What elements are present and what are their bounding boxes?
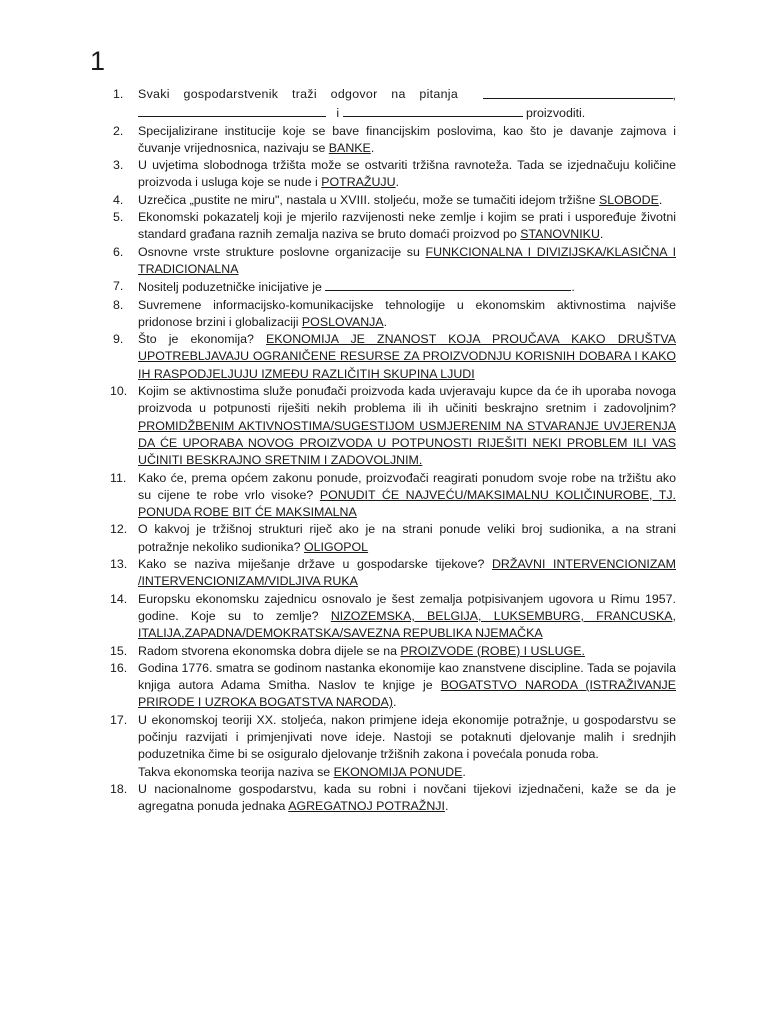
question-text: Nositelj poduzetničke inicijative je (138, 280, 326, 295)
answer: OLIGOPOL (304, 539, 369, 554)
question-15: 15. Radom stvorena ekonomska dobra dijele se na PROIZVODE (ROBE) I USLUGE. (110, 643, 585, 658)
answer: SLOBODE (598, 192, 659, 207)
question-1: 1. Svaki gospodarstvenik traži odgovor na pitanja , i proizvoditi. (113, 87, 676, 121)
answer: EKONOMIJA JE ZNANOST KOJA PROUČAVA KAKO DRUŠTVA UPOTREBLJAVAJU OGRANIČENE RESURSE ZA PROIZVODNJU KORISNIH DOBARA I KAKO IH RASPODJELJUJU IZMEĐU RAZLIČITIH SKUPINA LJUDI (138, 332, 676, 381)
answer: EKONOMIJA PONUDE (333, 764, 463, 779)
question-9: 9. Što je ekonomija? EKONOMIJA JE ZNANOST KOJA PROUČAVA KAKO DRUŠTVA UPOTREBLJAVAJU OGRANIČENE RESURSE ZA PROIZVODNJU KORISNIH DOBARA I KAKO IH RASPODJELJUJU IZMEĐU RAZLIČITIH SKUPINA LJUDI (113, 332, 676, 381)
answer: POSLOVANJA (301, 314, 384, 329)
question-5: 5. Ekonomski pokazatelj koji je mjerilo razvijenosti neke zemlje i kojim se prati i uspoređuje životni standard građana raznih zemalja naziva se bruto domaći proizvod po STANOVNIKU. (113, 210, 676, 242)
answer: STANOVNIKU (520, 227, 600, 242)
answer: FUNKCIONALNA I DIVIZIJSKA/KLASIČNA I TRADICIONALNA (138, 244, 677, 276)
answer: POTRAŽUJU (321, 175, 396, 190)
answer: NIZOZEMSKA, BELGIJA, LUKSEMBURG, FRANCUSKA, ITALIJA,ZAPADNA/DEMOKRATSKA/SAVEZNA REPUBLIKA NJEMAČKA (138, 608, 677, 641)
answer-blank (138, 104, 326, 117)
question-text: Kako se naziva miješanje države u gospodarske tijekove? (138, 557, 492, 572)
question-text: Što je ekonomija? (138, 332, 267, 347)
answer-blank (343, 104, 523, 117)
answer: DRŽAVNI INTERVENCIONIZAM /INTERVENCIONIZAM/VIDLJIVA RUKA (138, 557, 676, 589)
question-text: Kako će, prema općem zakonu ponude, proizvođači reagirati ponudom svoje robe na tržištu ako su cijene te robe vrlo visoke? (138, 470, 676, 502)
question-18: 18. U nacionalnome gospodarstvu, kada su robni i novčani tijekovi izjednačeni, kaže se da je agregatna ponuda jednaka AGREGATNOJ POTRAŽNJI. (110, 781, 676, 814)
question-16: 16. Godina 1776. smatra se godinom nastanka ekonomije kao znanstvene discipline. Tada se pojavila knjiga autora Adama Smitha. Naslov te knjige je BOGATSTVO NARODA (ISTRAŽIVANJE PRIRODE I UZROKA BOGATSTVA NARODA). (110, 660, 676, 710)
question-text: U ekonomskoj teoriji XX. stoljeća, nakon primjene ideja ekonomije potražnje, u gospodarstvu se počinju razvijati i primjenjivati nove ideje. Nastoji se potaknuti djelovanje malih i srednjih poduzetnika čime bi se osiguralo djelovanje tržišnih zakona i povećala ponuda roba. (138, 712, 676, 762)
question-text: Godina 1776. smatra se godinom nastanka ekonomije kao znanstvene discipline. Tada se pojavila knjiga autora Adama Smitha. Naslov te knjige je (138, 660, 676, 693)
question-10: 10. Kojim se aktivnostima služe ponuđači proizvoda kada uvjeravaju kupce da će ih uporaba novoga proizvoda u potpunosti riješiti nekih problema ili ih učiniti beskrajno sretnim i zadovoljnim? PROMIDŽBENIM AKTIVNOSTIMA/SUGESTIJOM USMJERENIM NA STVARANJE UVJERENJA DA ĆE UPORABA NOVOG PROIZVODA U POTPUNOSTI RIJEŠITI NEKI PROBLEM ILI VAS UČINITI BESKRAJNO SRETNIM I ZADOVOLJNIM. (110, 384, 676, 468)
question-3: 3. U uvjetima slobodnoga tržišta može se ostvariti tržišna ravnoteža. Tada se izjednačuju količine proizvoda i usluga koje se nude i POTRAŽUJU. (113, 158, 676, 190)
question-text: U uvjetima slobodnoga tržišta može se ostvariti tržišna ravnoteža. Tada se izjednačuju količine proizvoda i usluga koje se nude i (138, 158, 676, 190)
answer: PROIZVODE (ROBE) I USLUGE. (400, 643, 585, 658)
answer: AGREGATNOJ POTRAŽNJI (288, 799, 445, 814)
answer-blank (325, 278, 571, 291)
page-number: 1 (90, 46, 106, 76)
question-text: Ekonomski pokazatelj koji je mjerilo razvijenosti neke zemlje i kojim se prati i uspoređuje životni standard građana raznih zemalja naziva se bruto domaći proizvod po (138, 210, 676, 242)
question-text: U nacionalnome gospodarstvu, kada su robni i novčani tijekovi izjednačeni, kaže se da je agregatna ponuda jednaka (138, 781, 676, 814)
question-8: 8. Suvremene informacijsko-komunikacijske tehnologije u ekonomskim aktivnostima najviše pridonose brzini i globalizaciji POSLOVANJA. (113, 297, 676, 329)
answer: BOGATSTVO NARODA (ISTRAŽIVANJE PRIRODE I UZROKA BOGATSTVA NARODA) (138, 678, 676, 710)
question-text: Specijalizirane institucije koje se bave financijskim poslovima, kao što je davanje zajmova i čuvanje vrijednosnica, nazivaju se (138, 123, 676, 155)
question-text: Europsku ekonomsku zajednicu osnovalo je šest zemalja potpisivanjem ugovora u Rimu 1957. godine. Koje su to zemlje? (138, 591, 676, 623)
question-7: 7. Nositelj poduzetničke inicijative je . (113, 279, 575, 295)
question-13: 13. Kako se naziva miješanje države u gospodarske tijekove? DRŽAVNI INTERVENCIONIZAM /INTERVENCIONIZAM/VIDLJIVA RUKA (110, 557, 676, 589)
question-4: 4. Uzrečica „pustite ne miru", nastala u XVIII. stoljeću, može se tumačiti idejom tržišne SLOBODE. (113, 192, 663, 207)
question-text: Osnovne vrste strukture poslovne organizacije su (138, 244, 426, 259)
answer: BANKE (328, 140, 371, 155)
question-text: Kojim se aktivnostima služe ponuđači proizvoda kada uvjeravaju kupce da će ih uporaba novoga proizvoda u potpunosti riješiti nekih problema ili ih učiniti beskrajno sretnim i zadovoljnim? (138, 384, 676, 416)
question-14: 14. Europsku ekonomsku zajednicu osnovalo je šest zemalja potpisivanjem ugovora u Rimu 1957. godine. Koje su to zemlje? NIZOZEMSKA, BELGIJA, LUKSEMBURG, FRANCUSKA, ITALIJA,ZAPADNA/DEMOKRATSKA/SAVEZNA REPUBLIKA NJEMAČKA (110, 591, 677, 641)
question-text: Suvremene informacijsko-komunikacijske tehnologije u ekonomskim aktivnostima najviše pridonose brzini i globalizaciji (138, 297, 676, 329)
question-text: Takva ekonomska teorija naziva se (138, 764, 334, 779)
question-2: 2. Specijalizirane institucije koje se bave financijskim poslovima, kao što je davanje zajmova i čuvanje vrijednosnica, nazivaju se BANKE. (113, 123, 676, 155)
question-list (110, 86, 677, 815)
question-6: 6. Osnovne vrste strukture poslovne organizacije su FUNKCIONALNA I DIVIZIJSKA/KLASIČNA I TRADICIONALNA (113, 244, 677, 276)
question-17: 17. U ekonomskoj teoriji XX. stoljeća, nakon primjene ideja ekonomije potražnje, u gospodarstvu se počinju razvijati i primjenjivati nove ideje. Nastoji se potaknuti djelovanje malih i srednjih poduzetnika čime bi se osiguralo djelovanje tržišnih zakona i povećala ponuda roba. Takva ekonomska teorija naziva se EKONOMIJA PONUDE. (110, 712, 676, 779)
question-text: Svaki gospodarstvenik traži odgovor na pitanja (138, 87, 459, 101)
answer-blank (483, 86, 673, 99)
question-12: 12. O kakvoj je tržišnoj strukturi riječ ako je na strani ponude veliki broj sudionika, a na strani potražnje nekoliko sudionika? OLIGOPOL (110, 522, 676, 554)
question-11: 11. Kako će, prema općem zakonu ponude, proizvođači reagirati ponudom svoje robe na tržištu ako su cijene te robe vrlo visoke? PONUDIT ĆE NAJVEĆU/MAKSIMALNU KOLIČINUROBE, TJ. PONUDA ROBE BIT ĆE MAKSIMALNA (110, 470, 676, 520)
question-text: O kakvoj je tržišnoj strukturi riječ ako je na strani ponude veliki broj sudionika, a na strani potražnje nekoliko sudionika? (138, 522, 676, 554)
answer: PROMIDŽBENIM AKTIVNOSTIMA/SUGESTIJOM USMJERENIM NA STVARANJE UVJERENJA DA ĆE UPORABA NOVOG PROIZVODA U POTPUNOSTI RIJEŠITI NEKI PROBLEM ILI VAS UČINITI BESKRAJNO SRETNIM I ZADOVOLJNIM. (138, 418, 676, 468)
answer: PONUDIT ĆE NAJVEĆU/MAKSIMALNU KOLIČINUROBE, TJ. PONUDA ROBE BIT ĆE MAKSIMALNA (138, 487, 676, 520)
question-text: Radom stvorena ekonomska dobra dijele se na (138, 643, 401, 658)
question-text: Uzrečica „pustite ne miru", nastala u XVIII. stoljeću, može se tumačiti idejom tržišne (138, 192, 599, 207)
